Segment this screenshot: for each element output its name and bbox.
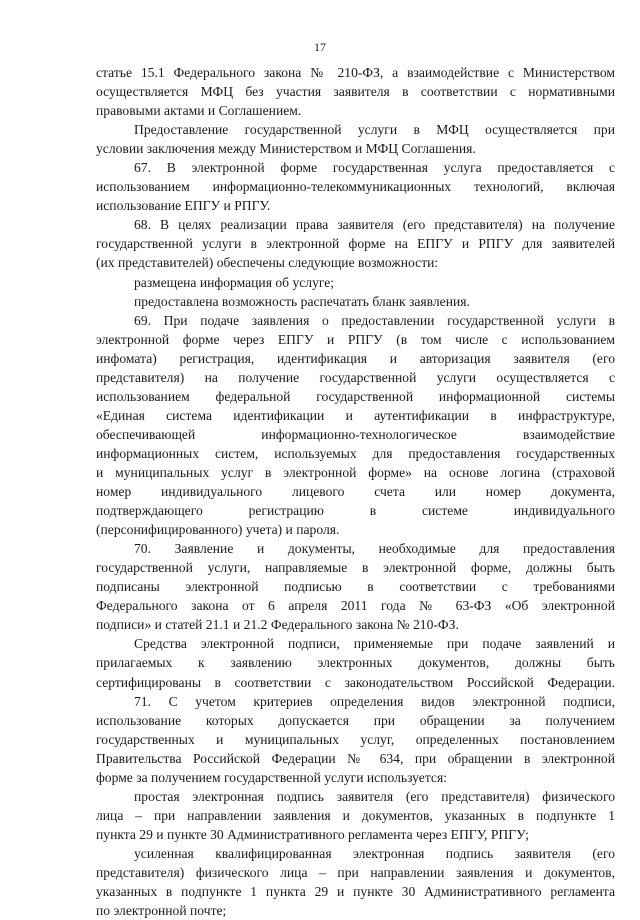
text-line: представителя) физического лица – при направлении заявления и документов, — [96, 864, 615, 880]
text-line: условии заключения между Министерством и МФЦ Соглашения. — [96, 141, 476, 157]
text-line: использование которых допускается при обращении за получением — [96, 712, 615, 728]
text-line: подтверждающего регистрацию в системе индивидуального — [96, 503, 615, 519]
text-line: представителя) на получение государственной услуги осуществляется с — [96, 369, 615, 385]
text-line: 69. При подаче заявления о предоставлении государственной услуги в — [134, 312, 615, 328]
text-line: обеспечивающей информационно-технологическое взаимодействие — [96, 426, 615, 442]
text-line: (их представителей) обеспечены следующие возможности: — [96, 255, 439, 271]
text-line: простая электронная подпись заявителя (его представителя) физического — [134, 788, 615, 804]
text-line: 70. Заявление и документы, необходимые для предоставления — [134, 541, 615, 557]
text-line: использованием информационно-телекоммуникационных технологий, включая — [96, 179, 615, 195]
text-line: лица – при направлении заявления и документов, указанных в подпункте 1 — [96, 807, 615, 823]
text-line: электронной форме через ЕПГУ и РПГУ (в том числе с использованием — [96, 331, 615, 347]
text-line: Средства электронной подписи, применяемые при подаче заявлений и — [134, 636, 615, 652]
text-line: подписаны электронной подписью в соответствии с требованиями — [96, 579, 615, 595]
page-number: 17 — [314, 40, 326, 54]
document-body — [96, 63, 615, 920]
text-line: информационных систем, используемых для предоставления государственных — [96, 445, 615, 461]
text-line: подписи» и статей 21.1 и 21.2 Федерального закона № 210-ФЗ. — [96, 617, 459, 633]
text-line: номер индивидуального лицевого счета или номер документа, — [96, 484, 615, 500]
text-line: указанных в подпункте 1 пункта 29 и пункте 30 Административного регламента — [96, 884, 615, 900]
text-line: использование ЕПГУ и РПГУ. — [96, 198, 271, 214]
text-line: Предоставление государственной услуги в МФЦ осуществляется при — [134, 122, 615, 138]
text-line: 68. В целях реализации права заявителя (его представителя) на получение — [134, 217, 615, 233]
text-line: сертифицированы в соответствии с законодательством Российской Федерации. — [96, 674, 615, 690]
text-line: форме за получением государственной услуги используется: — [96, 769, 447, 785]
text-line: предоставлена возможность распечатать бланк заявления. — [134, 293, 470, 309]
text-line: «Единая система идентификации и аутентификации в инфраструктуре, — [96, 407, 615, 423]
text-line: государственной услуги, направляемые в электронной форме, должны быть — [96, 560, 615, 576]
text-line: 67. В электронной форме государственная услуга предоставляется с — [134, 160, 615, 176]
text-line: по электронной почте; — [96, 903, 227, 919]
text-line: государственной услуги в электронной форме на ЕПГУ и РПГУ для заявителей — [96, 236, 615, 252]
text-line: Правительства Российской Федерации № 634, при обращении в электронной — [96, 750, 615, 766]
text-line: статье 15.1 Федерального закона № 210-ФЗ, а взаимодействие с Министерством — [96, 65, 615, 80]
text-line: 71. С учетом критериев определения видов электронной подписи, — [134, 693, 615, 709]
text-line: использованием федеральной государственной информационной системы — [96, 388, 615, 404]
text-line: инфомата) регистрация, идентификация и авторизация заявителя (его — [96, 350, 615, 366]
text-line: осуществляется МФЦ без участия заявителя в соответствии с нормативными — [96, 84, 615, 100]
text-line: и муниципальных услуг в электронной форме» на основе логина (страховой — [96, 464, 615, 480]
text-line: прилагаемых к заявлению электронных документов, должны быть — [96, 655, 615, 671]
text-line: размещена информация об услуге; — [134, 274, 335, 290]
text-line: Федерального закона от 6 апреля 2011 года № 63-ФЗ «Об электронной — [96, 598, 615, 614]
text-line: пункта 29 и пункте 30 Административного регламента через ЕПГУ, РПГУ; — [96, 826, 529, 842]
text-line: усиленная квалифицированная электронная подпись заявителя (его — [134, 845, 615, 861]
text-line: правовыми актами и Соглашением. — [96, 103, 302, 119]
text-line: государственных и муниципальных услуг, определенных постановлением — [96, 731, 615, 747]
text-line: (персонифицированного) учета) и пароля. — [96, 522, 340, 538]
